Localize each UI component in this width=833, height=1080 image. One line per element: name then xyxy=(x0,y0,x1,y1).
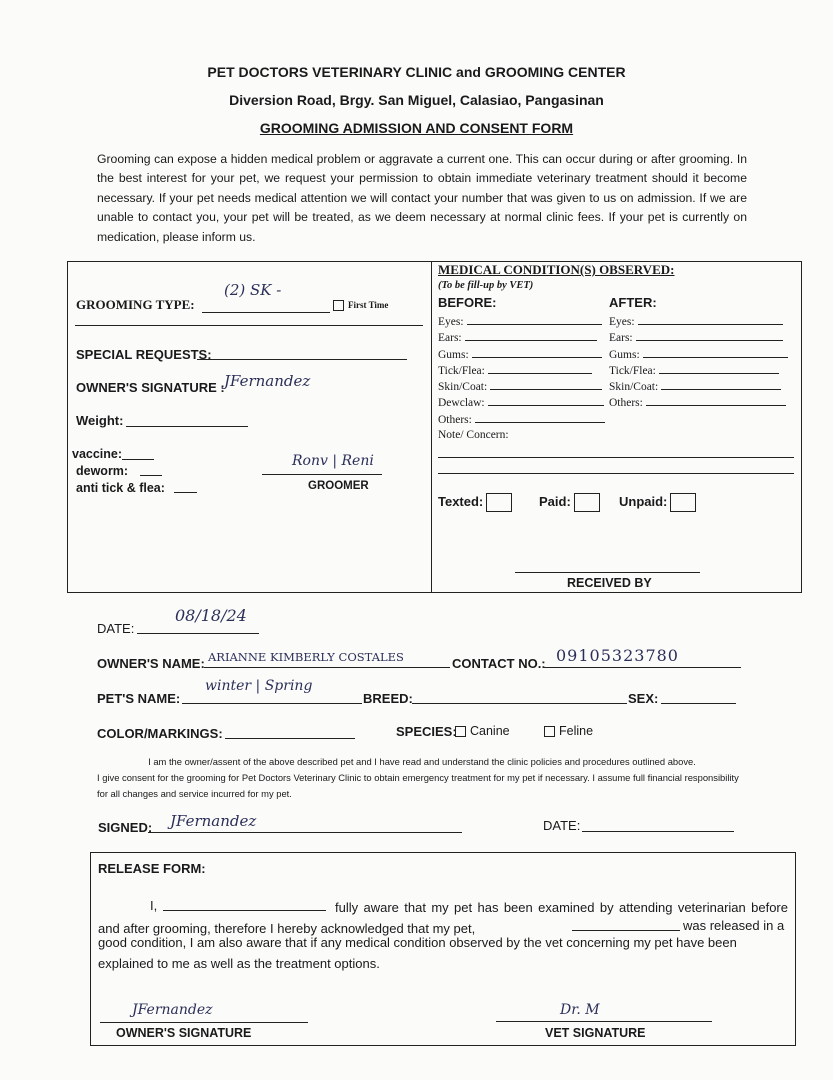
canine-option[interactable] xyxy=(455,724,510,738)
medical-row-line[interactable] xyxy=(472,347,602,358)
medical-row-label: Skin/Coat: xyxy=(609,381,659,394)
medical-row xyxy=(609,330,791,346)
release-text-b-start: was released in a xyxy=(683,918,785,933)
paid-checkbox[interactable] xyxy=(574,493,600,512)
medical-row xyxy=(609,347,791,363)
feline-checkbox[interactable] xyxy=(544,726,555,737)
received-by-line[interactable] xyxy=(515,572,700,573)
medical-row xyxy=(609,395,791,411)
after-list xyxy=(609,314,791,412)
date-line[interactable] xyxy=(137,633,259,634)
sex-label: SEX: xyxy=(628,691,659,706)
contact-line[interactable] xyxy=(543,667,741,668)
release-text-a: fully aware that my pet has been examined by attending veterinarian before and after grooming, therefore I hereby acknowledged that my pet, xyxy=(98,900,788,936)
intro-paragraph: Grooming can expose a hidden medical problem or aggravate a current one. This can occur during or after grooming. In the best interest for your pet, we request your permission to obtain immediate veterinary treatment should it become necessary. If your pet needs medical attention we will contact your number that was given to us on admission. If we are unable to contact you, your pet will be treated, as we deem necessary at normal clinic fees. If your pet is currently on medication, please inform us. xyxy=(97,152,747,244)
medical-row-line[interactable] xyxy=(467,314,602,325)
special-requests-label: SPECIAL REQUESTS: xyxy=(76,347,212,362)
texted-checkbox[interactable] xyxy=(486,493,512,512)
species-label: SPECIES: xyxy=(396,724,457,739)
first-time-label: First Time xyxy=(348,300,389,310)
date-value: 08/18/24 xyxy=(175,606,247,625)
medical-row-label: Dewclaw: xyxy=(438,397,485,410)
pet-name-value: winter | Spring xyxy=(205,678,313,694)
medical-row-label: Eyes: xyxy=(609,316,635,328)
consent-line-1: I am the owner/assent of the above described pet and I have read and understand the clinic policies and procedures outlined above. xyxy=(148,756,696,767)
unpaid-checkbox[interactable] xyxy=(670,493,696,512)
owner-signature-label: OWNER'S SIGNATURE : xyxy=(76,380,225,395)
canine-label: Canine xyxy=(470,724,510,738)
grooming-type-label: GROOMING TYPE: xyxy=(76,297,195,312)
release-owner-label: OWNER'S SIGNATURE xyxy=(116,1026,252,1040)
medical-row-label: Tick/Flea: xyxy=(609,364,656,377)
medical-title: MEDICAL CONDITION(S) OBSERVED: xyxy=(438,262,675,277)
medical-row-line[interactable] xyxy=(490,379,602,390)
antitick-label: anti tick & flea: xyxy=(76,481,165,495)
release-owner-signature: JFernandez xyxy=(132,1002,213,1018)
form-title: GROOMING ADMISSION AND CONSENT FORM xyxy=(259,120,574,136)
clinic-address: Diversion Road, Brgy. San Miguel, Calasiao, Pangasinan xyxy=(229,92,604,108)
medical-row-line[interactable] xyxy=(465,330,597,341)
medical-row-line[interactable] xyxy=(661,379,781,390)
medical-row-line[interactable] xyxy=(643,347,788,358)
texted-option[interactable] xyxy=(438,493,512,512)
signed-label: SIGNED: xyxy=(98,820,153,835)
medical-row-label: Eyes: xyxy=(438,316,464,328)
groomer-label: GROOMER xyxy=(308,480,369,492)
release-i-label: I, xyxy=(150,898,158,913)
contact-label: CONTACT NO.: xyxy=(452,656,546,671)
medical-row-label: Others: xyxy=(438,413,472,426)
medical-subtitle: (To be fill-up by VET) xyxy=(438,280,534,291)
release-pet-line[interactable] xyxy=(572,930,680,931)
after-label: AFTER: xyxy=(609,295,657,310)
consent-line-2: I give consent for the grooming for Pet Doctors Veterinary Clinic to obtain emergency treatment for my pet if necessary. I assume full financial responsibility for all changes and service incurred for my pet. xyxy=(97,772,739,799)
medical-row-line[interactable] xyxy=(488,363,592,374)
clinic-name: PET DOCTORS VETERINARY CLINIC and GROOMING CENTER xyxy=(207,64,626,80)
medical-row xyxy=(609,379,791,395)
consent-date-line[interactable] xyxy=(582,831,734,832)
first-time-checkbox[interactable] xyxy=(333,300,344,311)
owner-name-line[interactable] xyxy=(204,667,450,668)
medical-row-line[interactable] xyxy=(646,395,786,406)
medical-row-line[interactable] xyxy=(475,412,605,423)
medical-row-label: Others: xyxy=(609,397,643,410)
signed-value: JFernandez xyxy=(170,812,257,830)
medical-row-label: Gums: xyxy=(438,348,469,361)
owner-signature-value: JFernandez xyxy=(224,372,311,390)
color-label: COLOR/MARKINGS: xyxy=(97,726,223,741)
signed-line[interactable] xyxy=(148,832,462,833)
before-label: BEFORE: xyxy=(438,295,497,310)
feline-option[interactable] xyxy=(544,724,593,738)
canine-checkbox[interactable] xyxy=(455,726,466,737)
note-label: Note/ Concern: xyxy=(438,429,509,441)
medical-row-line[interactable] xyxy=(638,314,783,325)
medical-row xyxy=(609,363,791,379)
antitick-line[interactable] xyxy=(174,492,197,493)
first-time-option[interactable] xyxy=(333,300,388,311)
texted-label: Texted: xyxy=(438,493,484,509)
unpaid-label: Unpaid: xyxy=(619,493,668,509)
release-vet-line[interactable] xyxy=(496,1021,712,1022)
groomer-line[interactable] xyxy=(262,474,382,475)
paid-label: Paid: xyxy=(539,493,571,509)
note-line-2[interactable] xyxy=(438,473,794,474)
release-vet-signature: Dr. M xyxy=(560,1002,600,1018)
medical-row xyxy=(438,412,608,428)
paid-option[interactable] xyxy=(539,493,600,512)
medical-row-label: Ears: xyxy=(438,332,462,345)
pet-name-line[interactable] xyxy=(182,703,362,704)
medical-row-label: Gums: xyxy=(609,348,640,361)
grooming-type-line-2[interactable] xyxy=(75,325,423,326)
medical-row xyxy=(438,395,608,411)
contact-value: 09105323780 xyxy=(556,646,679,665)
deworm-label: deworm: xyxy=(76,464,129,478)
color-line[interactable] xyxy=(225,738,355,739)
medical-row xyxy=(438,330,608,346)
groomer-signature: Ronv | Reni xyxy=(292,453,374,469)
feline-label: Feline xyxy=(559,724,594,738)
consent-date-label: DATE: xyxy=(543,818,581,833)
note-line-1[interactable] xyxy=(438,457,794,458)
vaccine-label: vaccine: xyxy=(72,447,123,461)
received-by-label: RECEIVED BY xyxy=(567,576,652,590)
before-list xyxy=(438,314,608,428)
pet-name-label: PET'S NAME: xyxy=(97,691,181,706)
medical-row-line[interactable] xyxy=(659,363,779,374)
vaccine-line[interactable] xyxy=(122,459,154,460)
medical-row-line[interactable] xyxy=(488,395,604,406)
owner-name-label: OWNER'S NAME: xyxy=(97,656,205,671)
medical-row-label: Ears: xyxy=(609,332,633,345)
release-text-b: good condition, I am also aware that if any medical condition observed by the vet concerning my pet have been explained to me as well as the treatment options. xyxy=(98,935,737,971)
medical-row-line[interactable] xyxy=(636,330,783,341)
release-owner-line[interactable] xyxy=(100,1022,308,1023)
medical-row xyxy=(438,379,608,395)
breed-label: BREED: xyxy=(363,691,413,706)
unpaid-option[interactable] xyxy=(619,493,696,512)
medical-row xyxy=(438,314,608,330)
special-requests-line[interactable] xyxy=(197,359,407,360)
medical-row-label: Skin/Coat: xyxy=(438,381,488,394)
medical-row xyxy=(438,347,608,363)
box-divider xyxy=(431,261,432,592)
owner-name-value: ARIANNE KIMBERLY COSTALES xyxy=(208,650,404,664)
grooming-type-value: (2) SK - xyxy=(224,281,282,299)
sex-line[interactable] xyxy=(661,703,736,704)
release-vet-label: VET SIGNATURE xyxy=(545,1026,646,1040)
deworm-line[interactable] xyxy=(140,475,162,476)
medical-row xyxy=(438,363,608,379)
medical-row xyxy=(609,314,791,330)
weight-line[interactable] xyxy=(126,426,248,427)
medical-row-label: Tick/Flea: xyxy=(438,364,485,377)
date-label: DATE: xyxy=(97,621,135,636)
grooming-type-line[interactable] xyxy=(202,312,330,313)
breed-line[interactable] xyxy=(412,703,627,704)
weight-label: Weight: xyxy=(76,413,124,428)
release-title: RELEASE FORM: xyxy=(98,861,206,876)
